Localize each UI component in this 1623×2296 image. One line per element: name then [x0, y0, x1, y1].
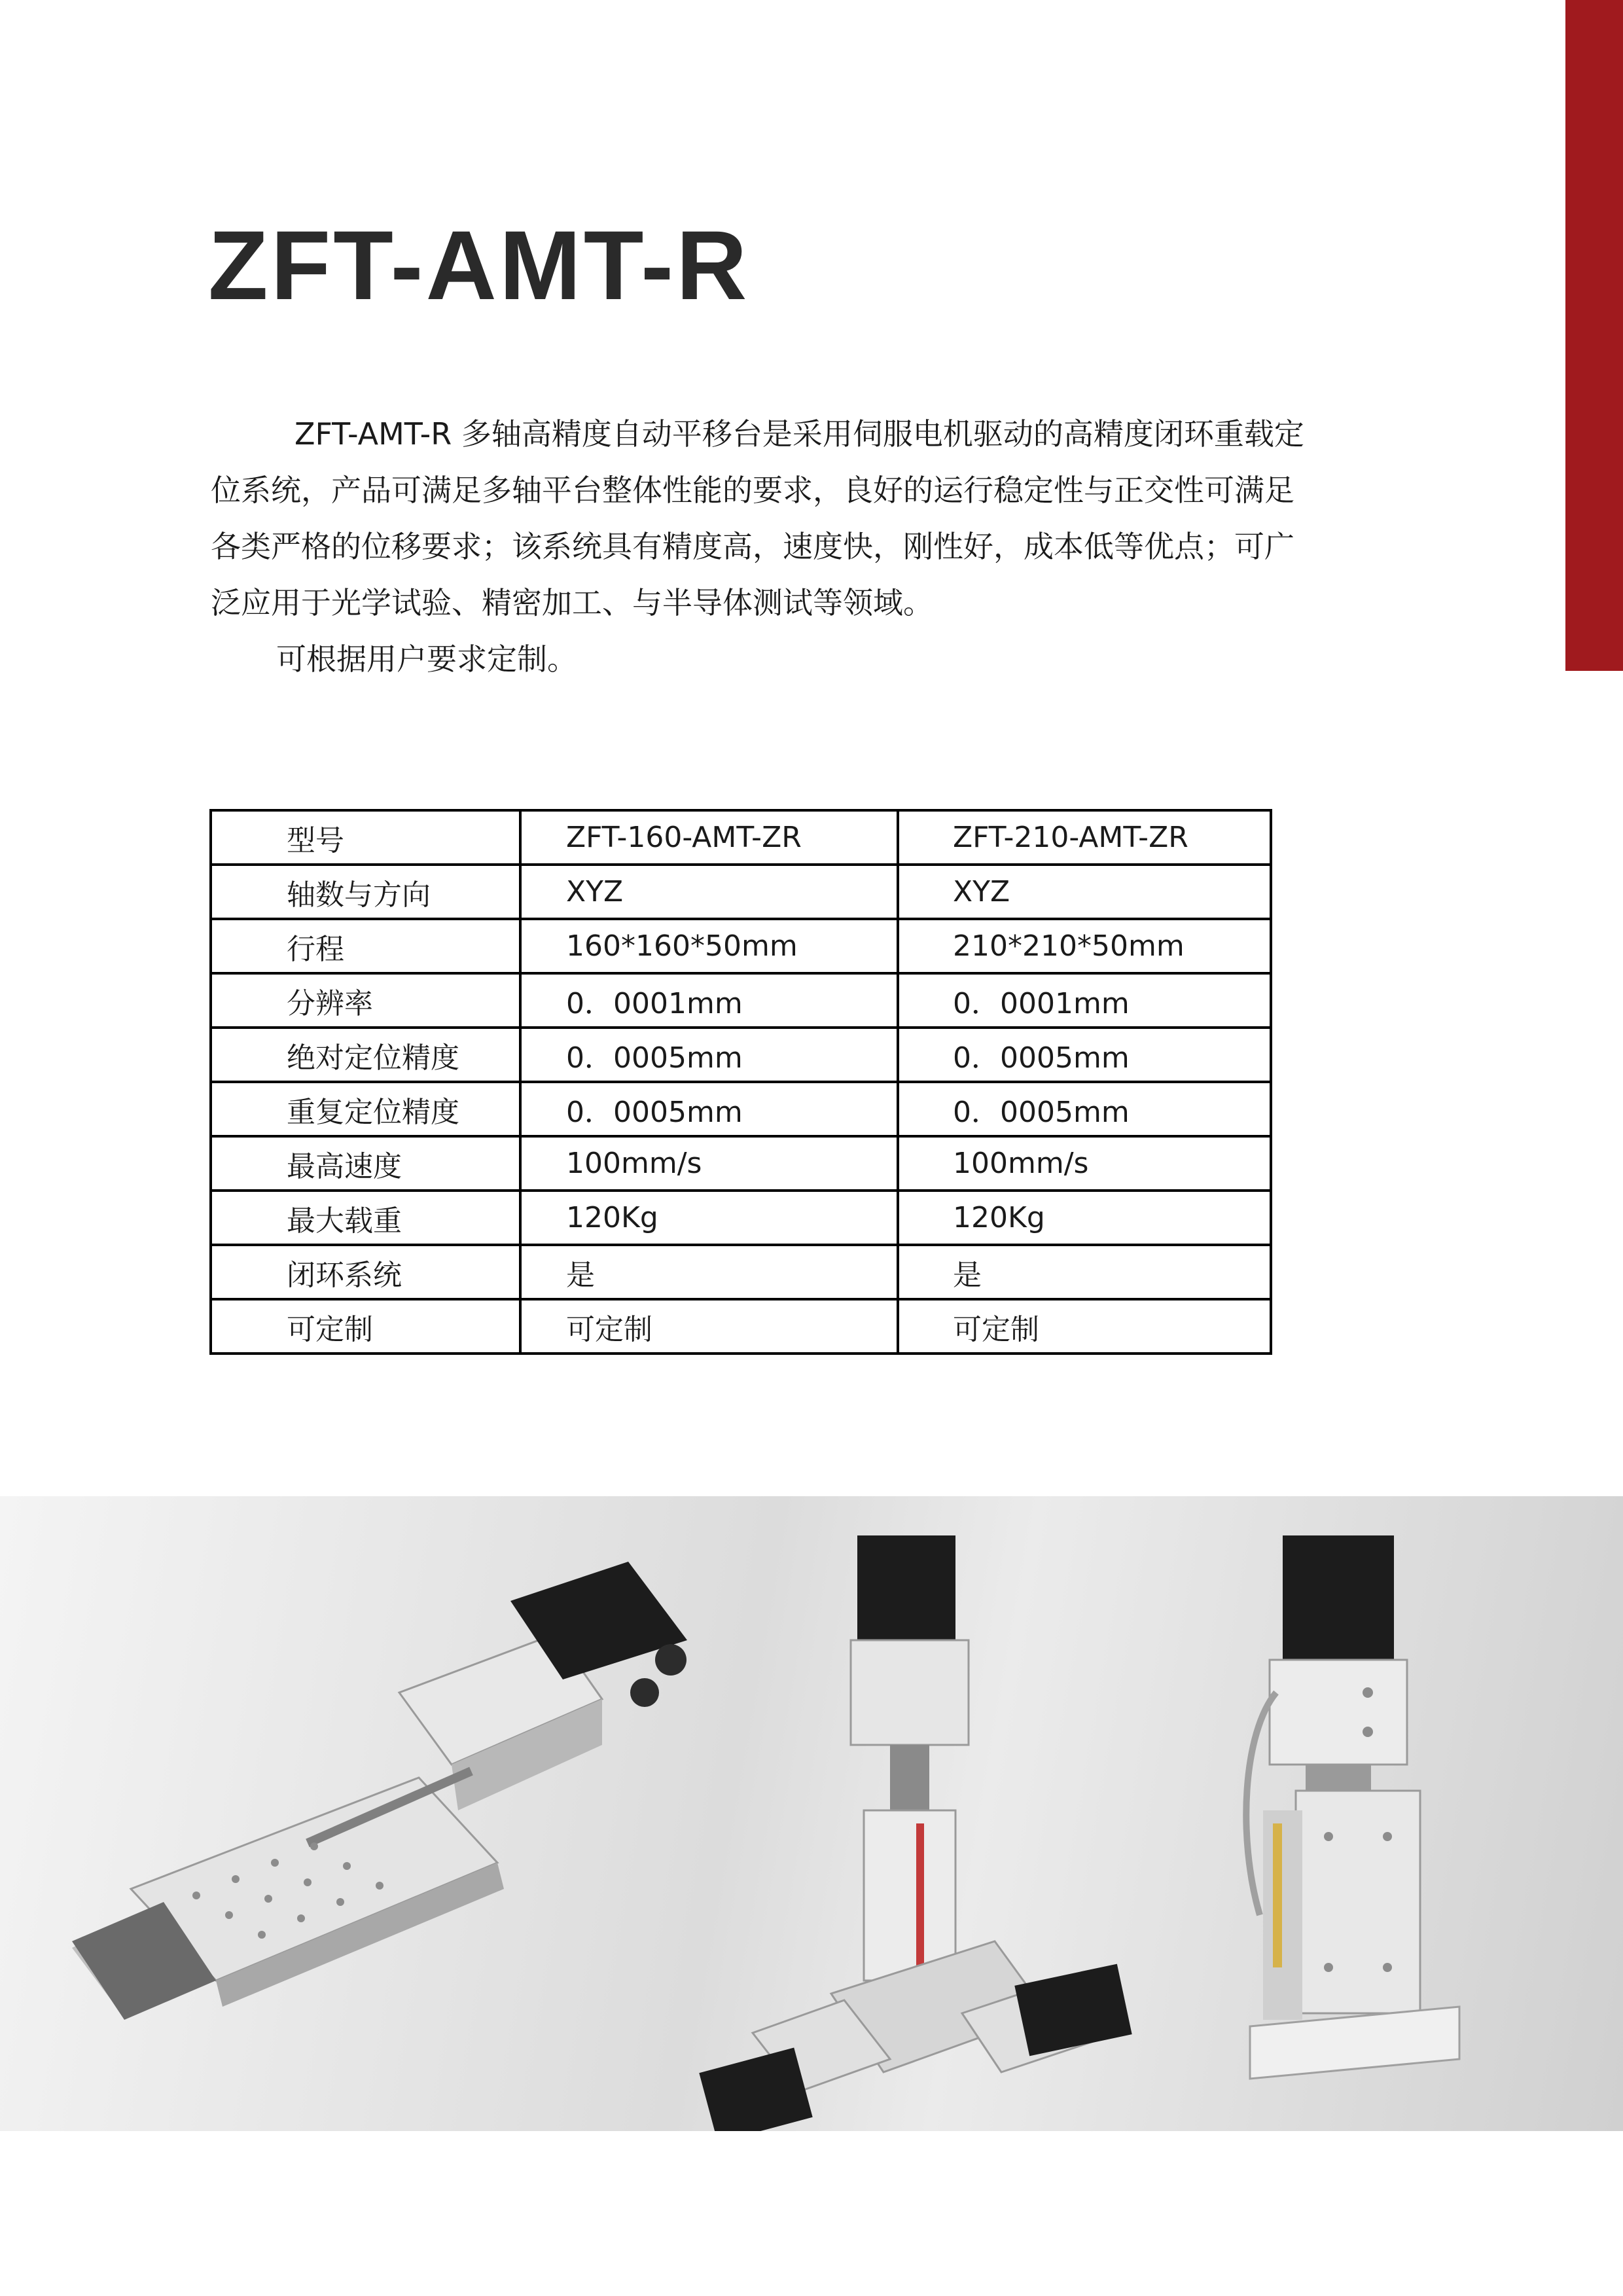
spec-value-160: 可定制	[520, 1299, 898, 1354]
product-photos	[0, 1496, 1623, 2131]
table-row	[211, 1245, 1271, 1299]
product-photo-band	[0, 1496, 1623, 2131]
spec-label: 最大载重	[211, 1191, 520, 1245]
spec-label: 行程	[211, 919, 520, 973]
spec-value-210: 0．0005mm	[898, 1028, 1271, 1082]
spec-label: 最高速度	[211, 1136, 520, 1191]
table-row	[211, 1082, 1271, 1136]
spec-value-210: 120Kg	[898, 1191, 1271, 1245]
spec-value-210: 0．0005mm	[898, 1082, 1271, 1136]
spec-label: 轴数与方向	[211, 865, 520, 919]
stage-vertical-photo	[1246, 1535, 1459, 2079]
table-row	[211, 865, 1271, 919]
table-row	[211, 919, 1271, 973]
spec-label: 型号	[211, 810, 520, 865]
spec-value-160: 160*160*50mm	[520, 919, 898, 973]
spec-value-160: 是	[520, 1245, 898, 1299]
table-row	[211, 1299, 1271, 1354]
spec-value-160: 0．0005mm	[520, 1028, 898, 1082]
spec-value-160: 0．0005mm	[520, 1082, 898, 1136]
table-row	[211, 1028, 1271, 1082]
spec-value-160: XYZ	[520, 865, 898, 919]
table-row	[211, 1136, 1271, 1191]
spec-value-160: ZFT-160-AMT-ZR	[520, 810, 898, 865]
spec-label: 绝对定位精度	[211, 1028, 520, 1082]
spec-label: 分辨率	[211, 973, 520, 1028]
spec-value-160: 120Kg	[520, 1191, 898, 1245]
stage-xyz-photo	[699, 1535, 1132, 2131]
stage-horizontal-photo	[72, 1562, 687, 2020]
table-row	[211, 1191, 1271, 1245]
spec-value-160: 0．0001mm	[520, 973, 898, 1028]
spec-label: 重复定位精度	[211, 1082, 520, 1136]
spec-table	[209, 809, 1272, 1355]
accent-side-bar	[1565, 0, 1623, 671]
spec-value-210: 是	[898, 1245, 1271, 1299]
description-paragraph: ZFT-AMT-R 多轴高精度自动平移台是采用伺服电机驱动的高精度闭环重载定位系统，产品可满足多轴平台整体性能的要求，良好的运行稳定性与正交性可满足各类严格的位移要求；该系统具有精度高，速度快，刚性好，成本低等优点；可广泛应用于光学试验、精密加工、与半导体测试等领域。	[211, 416, 1304, 620]
spec-value-210: ZFT-210-AMT-ZR	[898, 810, 1271, 865]
spec-label: 闭环系统	[211, 1245, 520, 1299]
product-description	[211, 406, 1323, 687]
table-row	[211, 810, 1271, 865]
spec-value-210: XYZ	[898, 865, 1271, 919]
spec-value-210: 0．0001mm	[898, 973, 1271, 1028]
customization-note: 可根据用户要求定制。	[276, 641, 577, 677]
spec-label: 可定制	[211, 1299, 520, 1354]
table-row	[211, 973, 1271, 1028]
page-title: ZFT-AMT-R	[208, 210, 750, 320]
spec-value-210: 可定制	[898, 1299, 1271, 1354]
spec-value-160: 100mm/s	[520, 1136, 898, 1191]
spec-value-210: 210*210*50mm	[898, 919, 1271, 973]
spec-value-210: 100mm/s	[898, 1136, 1271, 1191]
